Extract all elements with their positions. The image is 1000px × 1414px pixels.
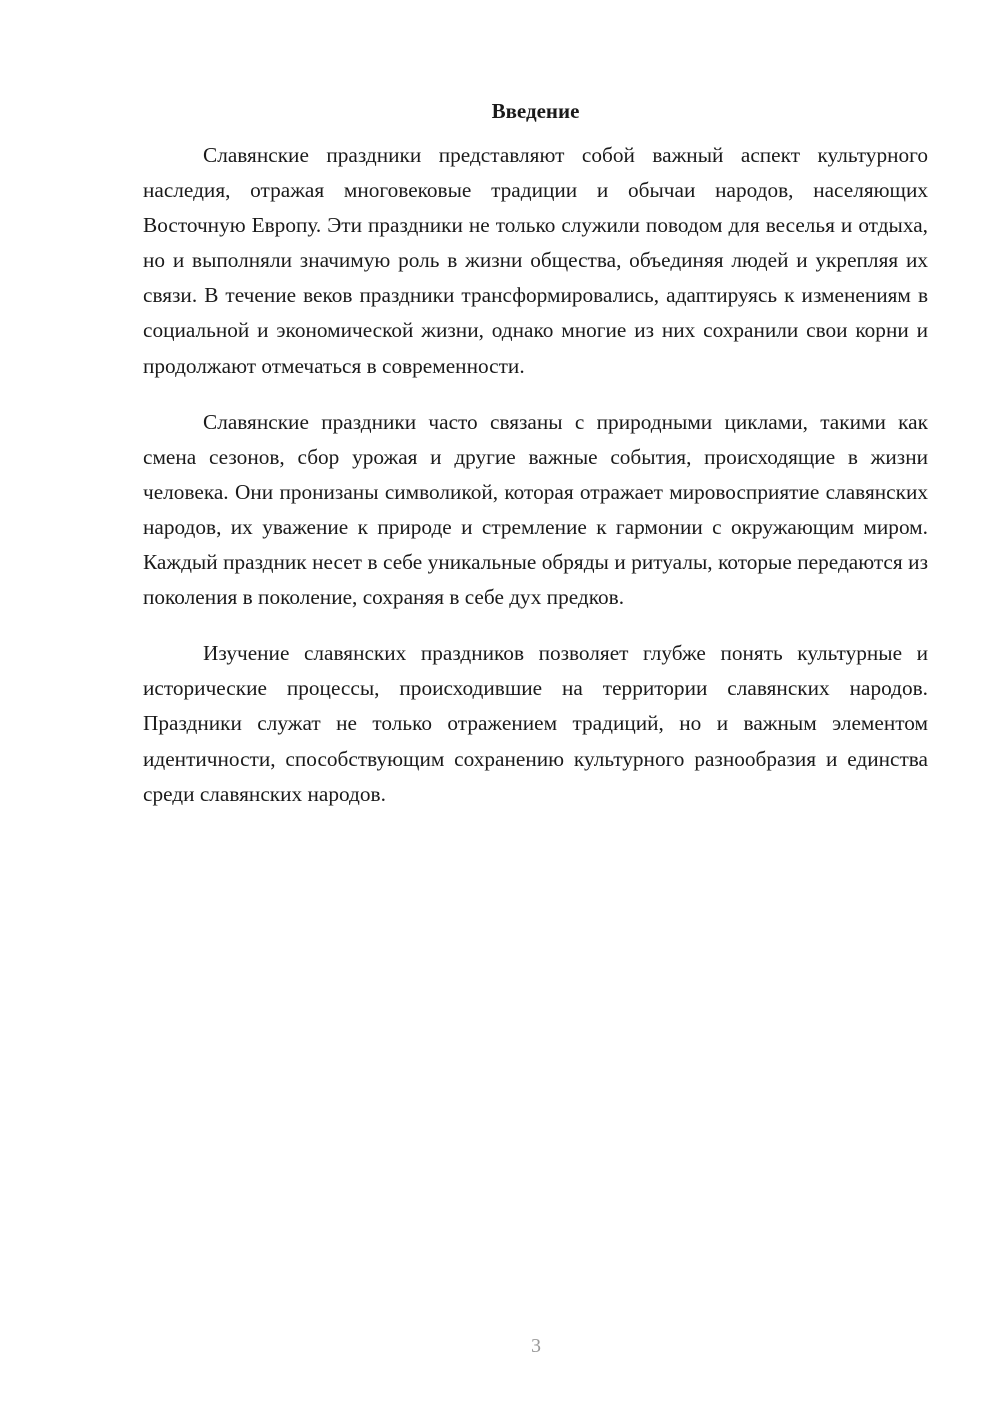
paragraph-2: Славянские праздники часто связаны с природными циклами, такими как смена сезонов, сбор урожая и другие важные события, происходящие в жизни человека. Они пронизаны символикой, которая отражает мировосприятие славянских народов, их уважение к природе и стремление к гармонии с окружающим миром. Каждый праздник несет в себе уникальные обряды и ритуалы, которые передаются из поколения в поколение, сохраняя в себе дух предков. [143,409,928,610]
paragraph-1: Славянские праздники представляют собой важный аспект культурного наследия, отражая многовековые традиции и обычаи народов, населяющих Восточную Европу. Эти праздники не только служили поводом для веселья и отдыха, но и выполняли значимую роль в жизни общества, объединяя людей и укрепляя их связи. В течение веков праздники трансформировались, адаптируясь к изменениям в социальной и экономической жизни, однако многие из них сохранили свои корни и продолжают отмечаться в современности. [143,143,928,378]
section-title: Введение [491,99,580,123]
page-number: 3 [531,1335,541,1357]
paragraph-3: Изучение славянских праздников позволяет глубже понять культурные и исторические процессы, происходившие на территории славянских народов. Праздники служат не только отражением традиций, но и важным элементом идентичности, способствующим сохранению культурного разнообразия и единства среди славянских народов. [143,641,928,806]
page-content [143,95,928,833]
